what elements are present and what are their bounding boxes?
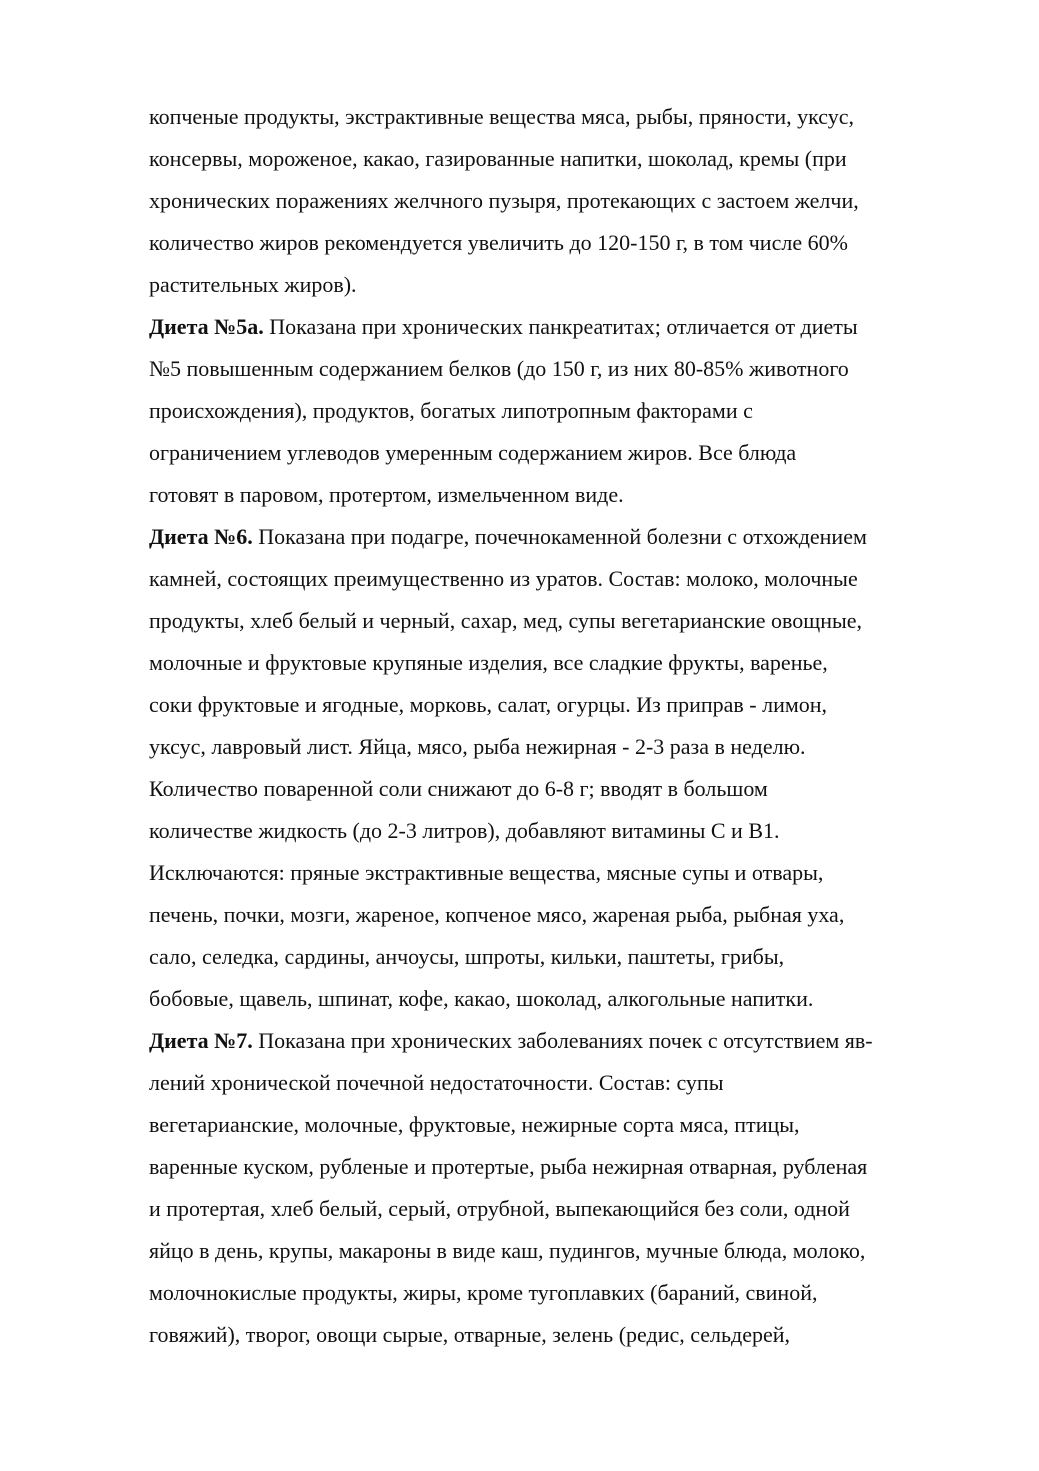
line-text: Показана при хронических заболеваниях почек с отсутствием яв- bbox=[252, 1028, 873, 1053]
text-line bbox=[149, 894, 969, 936]
text-line bbox=[149, 1062, 969, 1104]
text-line bbox=[149, 600, 969, 642]
line-text: соки фруктовые и ягодные, морковь, салат, огурцы. Из приправ - лимон, bbox=[149, 692, 828, 717]
text-line bbox=[149, 432, 969, 474]
line-text: количестве жидкость (до 2-3 литров), добавляют витамины С и В1. bbox=[149, 818, 780, 843]
line-text: Исключаются: пряные экстрактивные вещества, мясные супы и отвары, bbox=[149, 860, 824, 885]
diet-heading: Диета №6. bbox=[149, 524, 253, 549]
line-text: молочнокислые продукты, жиры, кроме тугоплавких (бараний, свиной, bbox=[149, 1280, 818, 1305]
line-text: происхождения), продуктов, богатых липотропным факторами с bbox=[149, 398, 753, 423]
text-line bbox=[149, 348, 969, 390]
line-text: готовят в паровом, протертом, измельченном виде. bbox=[149, 482, 624, 507]
line-text: говяжий), творог, овощи сырые, отварные, зелень (редис, сельдерей, bbox=[149, 1322, 791, 1347]
text-line bbox=[149, 1020, 969, 1062]
text-line bbox=[149, 1188, 969, 1230]
line-text: печень, почки, мозги, жареное, копченое мясо, жареная рыба, рыбная уха, bbox=[149, 902, 845, 927]
text-line bbox=[149, 768, 969, 810]
line-text: Показана при хронических панкреатитах; отличается от диеты bbox=[263, 314, 858, 339]
line-text: хронических поражениях желчного пузыря, протекающих с застоем желчи, bbox=[149, 188, 859, 213]
text-line bbox=[149, 516, 969, 558]
line-text: уксус, лавровый лист. Яйца, мясо, рыба нежирная - 2-3 раза в неделю. bbox=[149, 734, 806, 759]
text-line bbox=[149, 390, 969, 432]
text-line bbox=[149, 978, 969, 1020]
text-line bbox=[149, 1314, 969, 1356]
text-line bbox=[149, 1146, 969, 1188]
text-line bbox=[149, 222, 969, 264]
line-text: Количество поваренной соли снижают до 6-8 г; вводят в большом bbox=[149, 776, 768, 801]
line-text: ограничением углеводов умеренным содержанием жиров. Все блюда bbox=[149, 440, 797, 465]
diet-heading: Диета №7. bbox=[149, 1028, 253, 1053]
line-text: продукты, хлеб белый и черный, сахар, мед, супы вегетарианские овощные, bbox=[149, 608, 863, 633]
text-line bbox=[149, 810, 969, 852]
line-text: яйцо в день, крупы, макароны в виде каш, пудингов, мучные блюда, молоко, bbox=[149, 1238, 866, 1263]
text-line bbox=[149, 852, 969, 894]
text-line bbox=[149, 726, 969, 768]
line-text: растительных жиров). bbox=[149, 272, 357, 297]
body-text bbox=[149, 96, 969, 1356]
text-line bbox=[149, 264, 969, 306]
line-text: количество жиров рекомендуется увеличить до 120-150 г, в том числе 60% bbox=[149, 230, 848, 255]
line-text: и протертая, хлеб белый, серый, отрубной, выпекающийся без соли, одной bbox=[149, 1196, 850, 1221]
diet-heading: Диета №5а. bbox=[149, 314, 264, 339]
text-line bbox=[149, 1272, 969, 1314]
line-text: лений хронической почечной недостаточности. Состав: супы bbox=[149, 1070, 724, 1095]
line-text: №5 повышенным содержанием белков (до 150 г, из них 80-85% животного bbox=[149, 356, 849, 381]
text-line bbox=[149, 1104, 969, 1146]
text-line bbox=[149, 936, 969, 978]
line-text: Показана при подагре, почечнокаменной болезни с отхождением bbox=[252, 524, 867, 549]
text-line bbox=[149, 306, 969, 348]
text-line bbox=[149, 1230, 969, 1272]
line-text: камней, состоящих преимущественно из уратов. Состав: молоко, молочные bbox=[149, 566, 858, 591]
text-line bbox=[149, 684, 969, 726]
text-line bbox=[149, 558, 969, 600]
line-text: копченые продукты, экстрактивные вещества мяса, рыбы, пряности, уксус, bbox=[149, 104, 854, 129]
line-text: вегетарианские, молочные, фруктовые, нежирные сорта мяса, птицы, bbox=[149, 1112, 800, 1137]
text-line bbox=[149, 474, 969, 516]
line-text: молочные и фруктовые крупяные изделия, все сладкие фрукты, варенье, bbox=[149, 650, 828, 675]
line-text: сало, селедка, сардины, анчоусы, шпроты, кильки, паштеты, грибы, bbox=[149, 944, 785, 969]
text-line bbox=[149, 96, 969, 138]
text-line bbox=[149, 642, 969, 684]
line-text: варенные куском, рубленые и протертые, рыба нежирная отварная, рубленая bbox=[149, 1154, 868, 1179]
line-text: консервы, мороженое, какао, газированные напитки, шоколад, кремы (при bbox=[149, 146, 847, 171]
line-text: бобовые, щавель, шпинат, кофе, какао, шоколад, алкогольные напитки. bbox=[149, 986, 814, 1011]
text-line bbox=[149, 180, 969, 222]
text-line bbox=[149, 138, 969, 180]
